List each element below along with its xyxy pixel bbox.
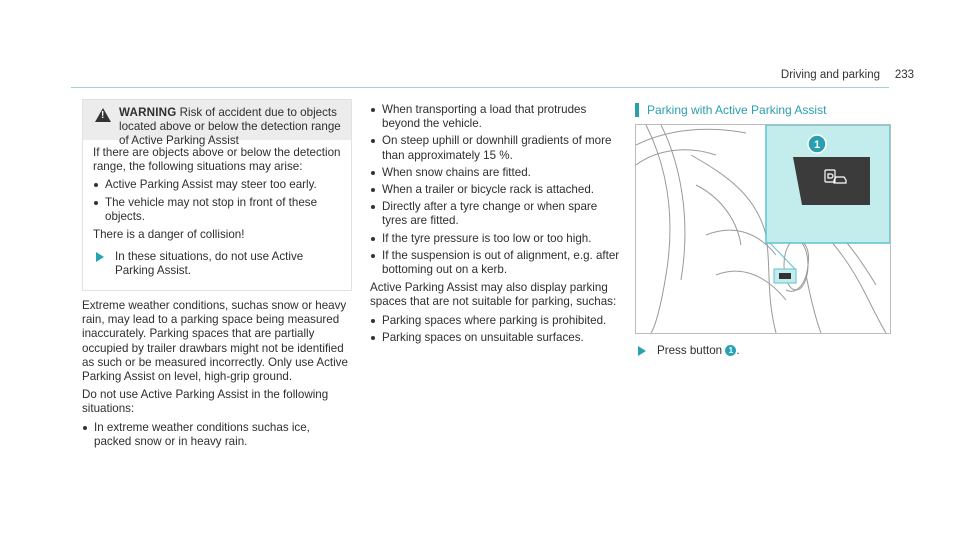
page-header [0, 68, 960, 88]
paragraph: Extreme weather conditions, suchas snow or heavy rain, may lead to a parking space being measured inaccurately. Parking spaces that are partially occupied by trailer drawbars might not be identified as such or be measured incorrectly. Only use Active Parking Assist on level, high-grip ground. [82, 299, 348, 384]
step-arrow-icon [96, 252, 104, 262]
list-item: When snow chains are fitted. [370, 166, 622, 180]
callout-1-icon: 1 [725, 345, 736, 356]
button-panel [793, 157, 870, 205]
section-bar [635, 103, 639, 117]
press-button-step [635, 344, 891, 358]
list-item: Parking spaces where parking is prohibited. [370, 314, 622, 328]
section-title: Parking with Active Parking Assist [647, 103, 827, 117]
warning-word: WARNING [119, 106, 177, 119]
col2-bullets [370, 103, 622, 277]
warning-triangle-icon [95, 108, 111, 122]
console-illustration [635, 124, 891, 334]
col1-text [82, 299, 350, 453]
warning-step-text: In these situations, do not use Active Parking Assist. [115, 250, 304, 278]
list-item: If the tyre pressure is too low or too high. [370, 232, 622, 246]
list-item: In extreme weather conditions suchas ice, packed snow or in heavy rain. [82, 421, 350, 449]
header-rule [71, 87, 889, 88]
col2-text [370, 103, 622, 349]
running-title: Driving and parking [780, 69, 880, 81]
warning-heading [83, 100, 351, 148]
col1-bullets [82, 421, 350, 449]
paragraph: Do not use Active Parking Assist in the following situations: [82, 388, 329, 416]
warning-title: Risk of accident due to objects located above or below the detection range of Active Parking Assist [119, 106, 341, 148]
step-text: Press button [657, 344, 723, 357]
list-item: When transporting a load that protrudes beyond the vehicle. [370, 103, 622, 131]
list-item: When a trailer or bicycle rack is attached. [370, 183, 622, 197]
page-number: 233 [894, 69, 914, 81]
list-item: Directly after a tyre change or when spare tyres are fitted. [370, 200, 622, 228]
warning-box [82, 99, 352, 291]
col2-bullets-2 [370, 314, 622, 345]
warning-bullets [93, 178, 341, 224]
step-arrow-icon [638, 346, 646, 356]
warning-intro: If there are objects above or below the detection range, the following situations may arise: [93, 146, 341, 174]
list-item: Parking spaces on unsuitable surfaces. [370, 331, 622, 345]
warning-step [93, 250, 341, 278]
list-item: If the suspension is out of alignment, e.g. after bottoming out on a kerb. [370, 249, 622, 277]
console-illustration-drawing [636, 125, 890, 333]
warning-body [83, 140, 351, 285]
step [635, 344, 891, 358]
callout-1-number: 1 [813, 139, 821, 151]
section-heading [635, 103, 826, 117]
list-item: Active Parking Assist may steer too early. [93, 178, 341, 192]
warning-danger: There is a danger of collision! [93, 228, 245, 242]
paragraph: Active Parking Assist may also display parking spaces that are not suitable for parking, suchas: [370, 281, 617, 309]
list-item: The vehicle may not stop in front of these objects. [93, 196, 341, 224]
step-suffix: . [736, 344, 740, 357]
list-item: On steep uphill or downhill gradients of more than approximately 15 %. [370, 134, 622, 162]
